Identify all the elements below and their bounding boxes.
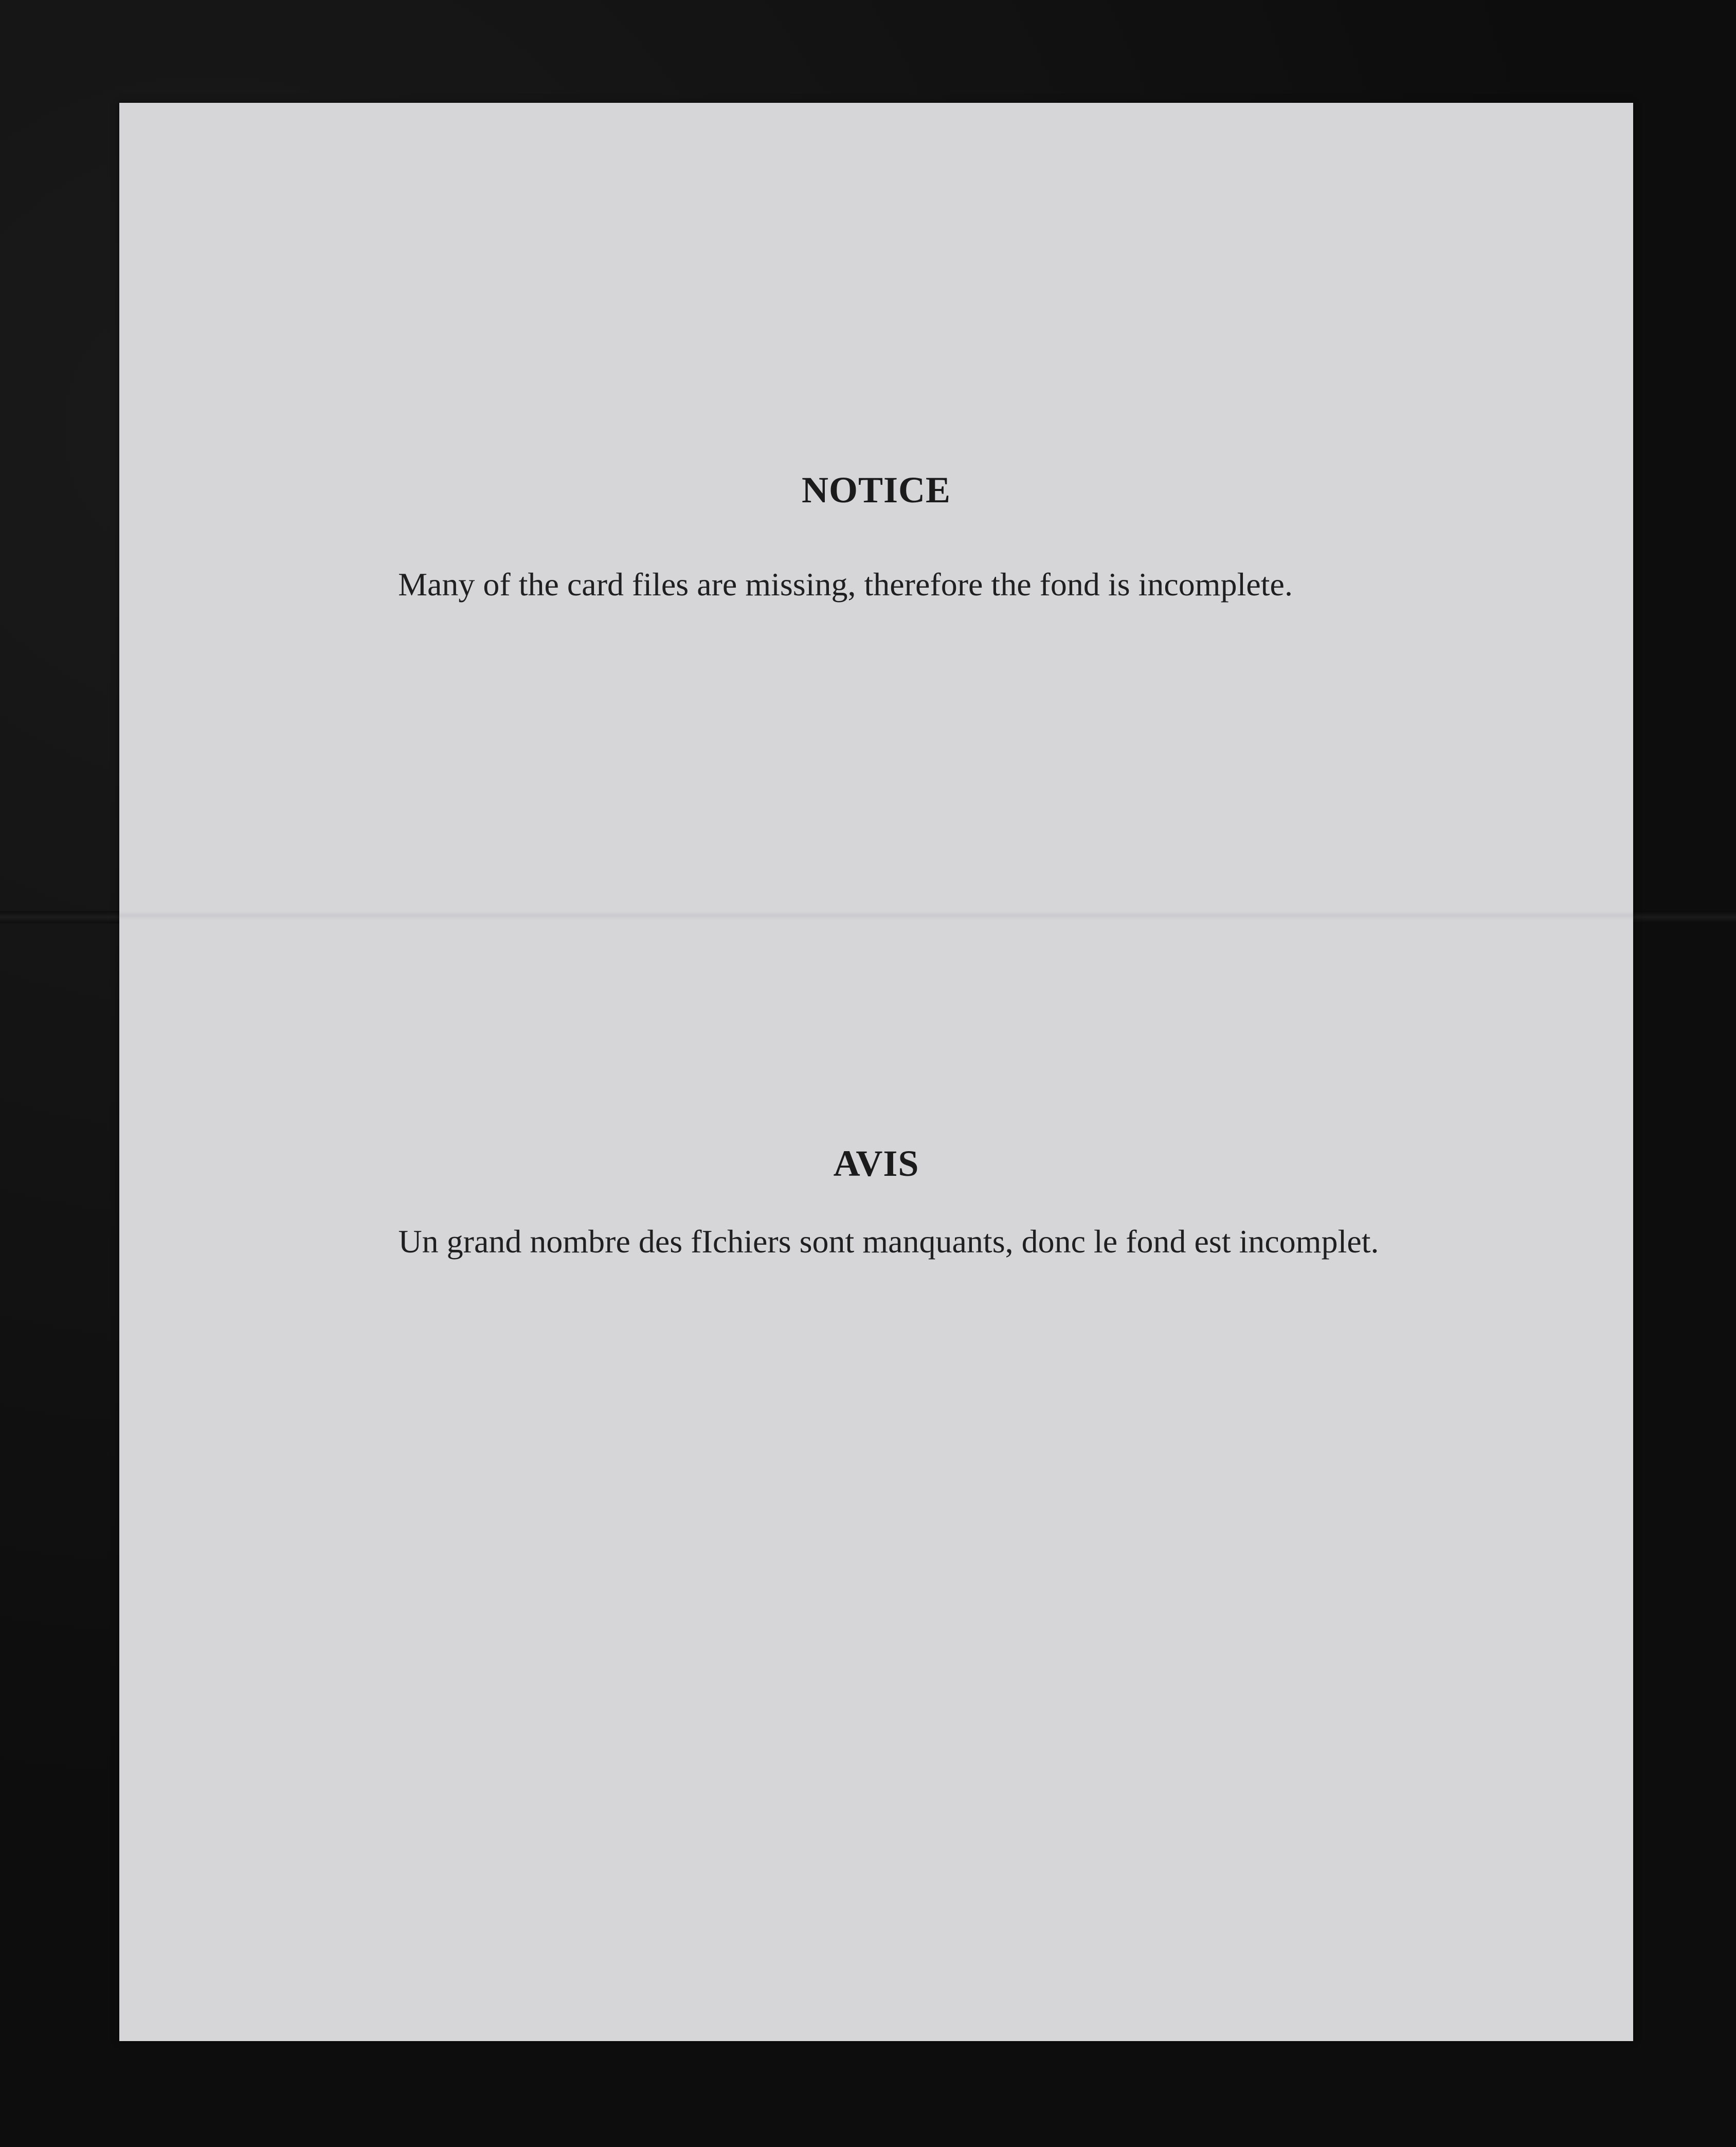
- avis-text: Un grand nombre des fIchiers sont manquants, donc le fond est incomplet.: [398, 1223, 1379, 1260]
- document-page: [119, 103, 1633, 2041]
- notice-text: Many of the card files are missing, therefore the fond is incomplete.: [398, 566, 1293, 603]
- avis-heading: AVIS: [833, 1143, 919, 1184]
- notice-heading: NOTICE: [801, 469, 951, 511]
